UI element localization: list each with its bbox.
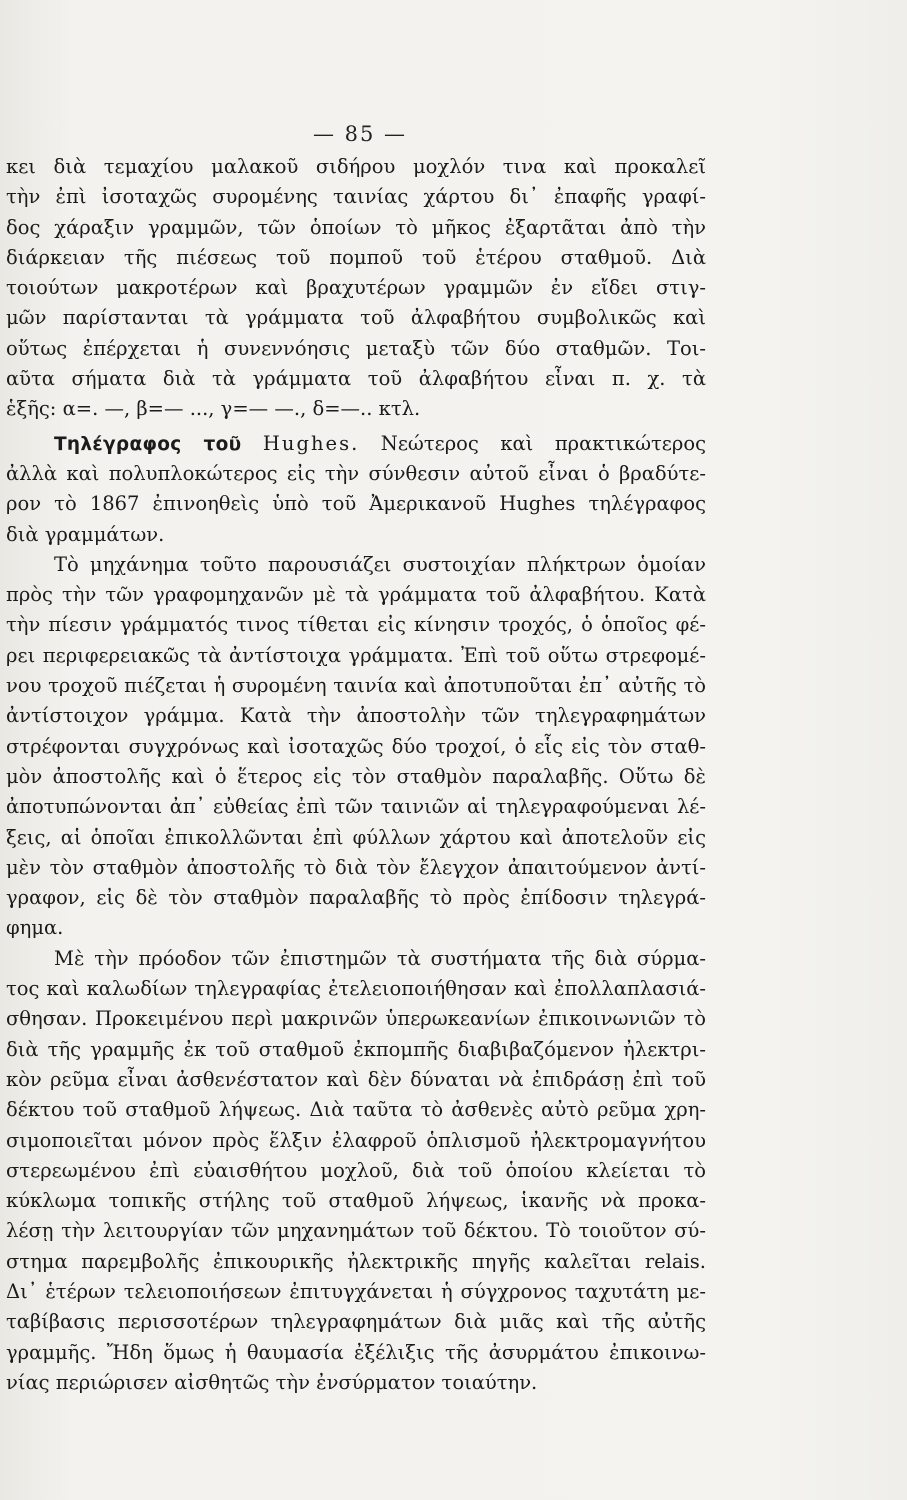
text-line: κει διὰ τεμαχίου μαλακοῦ σιδήρου μοχλόν τινα καὶ προκαλεῖ: [6, 155, 706, 178]
section-heading: Τηλέγραφος τοῦ: [54, 433, 242, 455]
text-line: ἀλλὰ καὶ πολυπλοκώτερος εἰς τὴν σύνθεσιν αὐτοῦ εἶναι ὁ βραδύτε-: [6, 461, 706, 485]
text-line: στερεωμένου ἐπὶ εὐαισθήτου μοχλοῦ, διὰ τοῦ ὁποίου κλείεται τὸ: [6, 1158, 706, 1182]
text-line: Μὲ τὴν πρόοδον τῶν ἐπιστημῶν τὰ συστήματα τῆς διὰ σύρμα-: [54, 946, 706, 970]
text-line: μὲν τὸν σταθμὸν ἀποστολῆς τὸ διὰ τὸν ἔλεγχον ἀπαιτούμενον ἀντί-: [6, 855, 706, 879]
section-name: Hughes.: [262, 431, 360, 455]
text-line: γραφον, εἰς δὲ τὸν σταθμὸν παραλαβῆς τὸ πρὸς ἐπίδοσιν τηλεγρά-: [6, 886, 706, 910]
text-line: τὴν ἐπὶ ἰσοταχῶς συρομένης ταινίας χάρτου δι᾽ ἐπαφῆς γραφί-: [6, 185, 706, 209]
text-line: γραμμῆς. Ἤδη ὅμως ἡ θαυμασία ἐξέλιξις τῆς ἀσυρμάτου ἐπικοινω-: [6, 1340, 706, 1364]
text-line: κὸν ρεῦμα εἶναι ἀσθενέστατον καὶ δὲν δύναται νὰ ἐπιδράσῃ ἐπὶ τοῦ: [6, 1067, 706, 1091]
text-line: διὰ γραμμάτων.: [6, 522, 165, 546]
paragraph-2: [6, 429, 706, 550]
text-line: τὴν πίεσιν γράμματός τινος τίθεται εἰς κίνησιν τροχός, ὁ ὁποῖος φέ-: [6, 613, 706, 637]
section-heading-line: [6, 429, 706, 459]
text-line: στημα παρεμβολῆς ἐπικουρικῆς ἠλεκτρικῆς πηγῆς καλεῖται relais.: [6, 1249, 706, 1273]
text-line: τοιούτων μακροτέρων καὶ βραχυτέρων γραμμῶν ἐν εἴδει στιγ-: [6, 276, 706, 300]
paragraph-4: [6, 944, 706, 1398]
text-line: ρον τὸ 1867 ἐπινοηθεὶς ὑπὸ τοῦ Ἀμερικανοῦ Hughes τηλέγραφος: [6, 492, 706, 516]
text-line: ἀντίστοιχον γράμμα. Κατὰ τὴν ἀποστολὴν τῶν τηλεγραφημάτων: [6, 704, 706, 728]
text-line: ταβίβασις περισσοτέρων τηλεγραφημάτων διὰ μιᾶς καὶ τῆς αὐτῆς: [6, 1310, 706, 1334]
text-line: ξεις, αἱ ὁποῖαι ἐπικολλῶνται ἐπὶ φύλλων χάρτου καὶ ἀποτελοῦν εἰς: [6, 825, 706, 849]
text-line: διὰ τῆς γραμμῆς ἐκ τοῦ σταθμοῦ ἐκπομπῆς διαβιβαζόμενον ἠλεκτρι-: [6, 1037, 706, 1061]
page-body: [6, 152, 706, 1398]
text-line: Τὸ μηχάνημα τοῦτο παρουσιάζει συστοιχίαν πλήκτρων ὁμοίαν: [54, 552, 706, 576]
text-line: κύκλωμα τοπικῆς στήλης τοῦ σταθμοῦ λήψεως, ἱκανῆς νὰ προκα-: [6, 1189, 706, 1213]
text-line: ἀποτυπώνονται ἀπ᾽ εὐθείας ἐπὶ τῶν ταινιῶν αἱ τηλεγραφούμεναι λέ-: [6, 795, 706, 819]
text-line: διάρκειαν τῆς πιέσεως τοῦ πομποῦ τοῦ ἑτέρου σταθμοῦ. Διὰ: [6, 245, 706, 269]
text-line: στρέφονται συγχρόνως καὶ ἰσοταχῶς δύο τροχοί, ὁ εἷς εἰς τὸν σταθ-: [6, 734, 706, 758]
text-line: φημα.: [6, 916, 64, 940]
paragraph-1: [6, 152, 706, 425]
text-line: πρὸς τὴν τῶν γραφομηχανῶν μὲ τὰ γράμματα τοῦ ἀλφαβήτου. Κατὰ: [6, 583, 706, 607]
text-line: οὕτως ἐπέρχεται ἡ συνεννόησις μεταξὺ τῶν δύο σταθμῶν. Τοι-: [6, 336, 706, 360]
text-line: αῦτα σήματα διὰ τὰ γράμματα τοῦ ἀλφαβήτου εἶναι π. χ. τὰ: [6, 367, 706, 391]
text-line: τος καὶ καλωδίων τηλεγραφίας ἐτελειοποιήθησαν καὶ ἐπολλαπλασιά-: [6, 977, 706, 1001]
text-line: δος χάραξιν γραμμῶν, τῶν ὁποίων τὸ μῆκος ἐξαρτᾶται ἀπὸ τὴν: [6, 215, 706, 239]
page-number: — 85 —: [312, 122, 408, 146]
text-line: λέσῃ τὴν λειτουργίαν τῶν μηχανημάτων τοῦ δέκτου. Τὸ τοιοῦτον σύ-: [6, 1219, 706, 1243]
text-line: δέκτου τοῦ σταθμοῦ λήψεως. Διὰ ταῦτα τὸ ἀσθενὲς αὐτὸ ρεῦμα χρη-: [6, 1098, 706, 1122]
text-line: νου τροχοῦ πιέζεται ἡ συρομένη ταινία καὶ ἀποτυποῦται ἐπ᾽ αὐτῆς τὸ: [6, 674, 706, 698]
text-line: νίας περιώρισεν αἰσθητῶς τὴν ἐνσύρματον τοιαύτην.: [6, 1370, 538, 1394]
paragraph-3: [6, 550, 706, 944]
text-line: ἑξῆς: α=. —, β=— ..., γ=— —., δ=—.. κτλ.: [6, 397, 421, 421]
text-line: σιμοποιεῖται μόνον πρὸς ἕλξιν ἐλαφροῦ ὁπλισμοῦ ἠλεκτρομαγνήτου: [6, 1128, 706, 1152]
text-line: Δι᾽ ἑτέρων τελειοποιήσεων ἐπιτυγχάνεται ἡ σύγχρονος ταχυτάτη με-: [6, 1279, 706, 1303]
text-line: ρει περιφερειακῶς τὰ ἀντίστοιχα γράμματα. Ἐπὶ τοῦ οὕτω στρεφομέ-: [6, 643, 706, 667]
paragraph-2-first: Νεώτερος καὶ πρακτικώτερος: [380, 431, 706, 455]
text-line: μὸν ἀποστολῆς καὶ ὁ ἕτερος εἰς τὸν σταθμὸν παραλαβῆς. Οὕτω δὲ: [6, 764, 706, 788]
text-line: σθησαν. Προκειμένου περὶ μακρινῶν ὑπερωκεανίων ἐπικοινωνιῶν τὸ: [6, 1007, 706, 1031]
text-line: μῶν παρίστανται τὰ γράμματα τοῦ ἀλφαβήτου συμβολικῶς καὶ: [6, 306, 706, 330]
